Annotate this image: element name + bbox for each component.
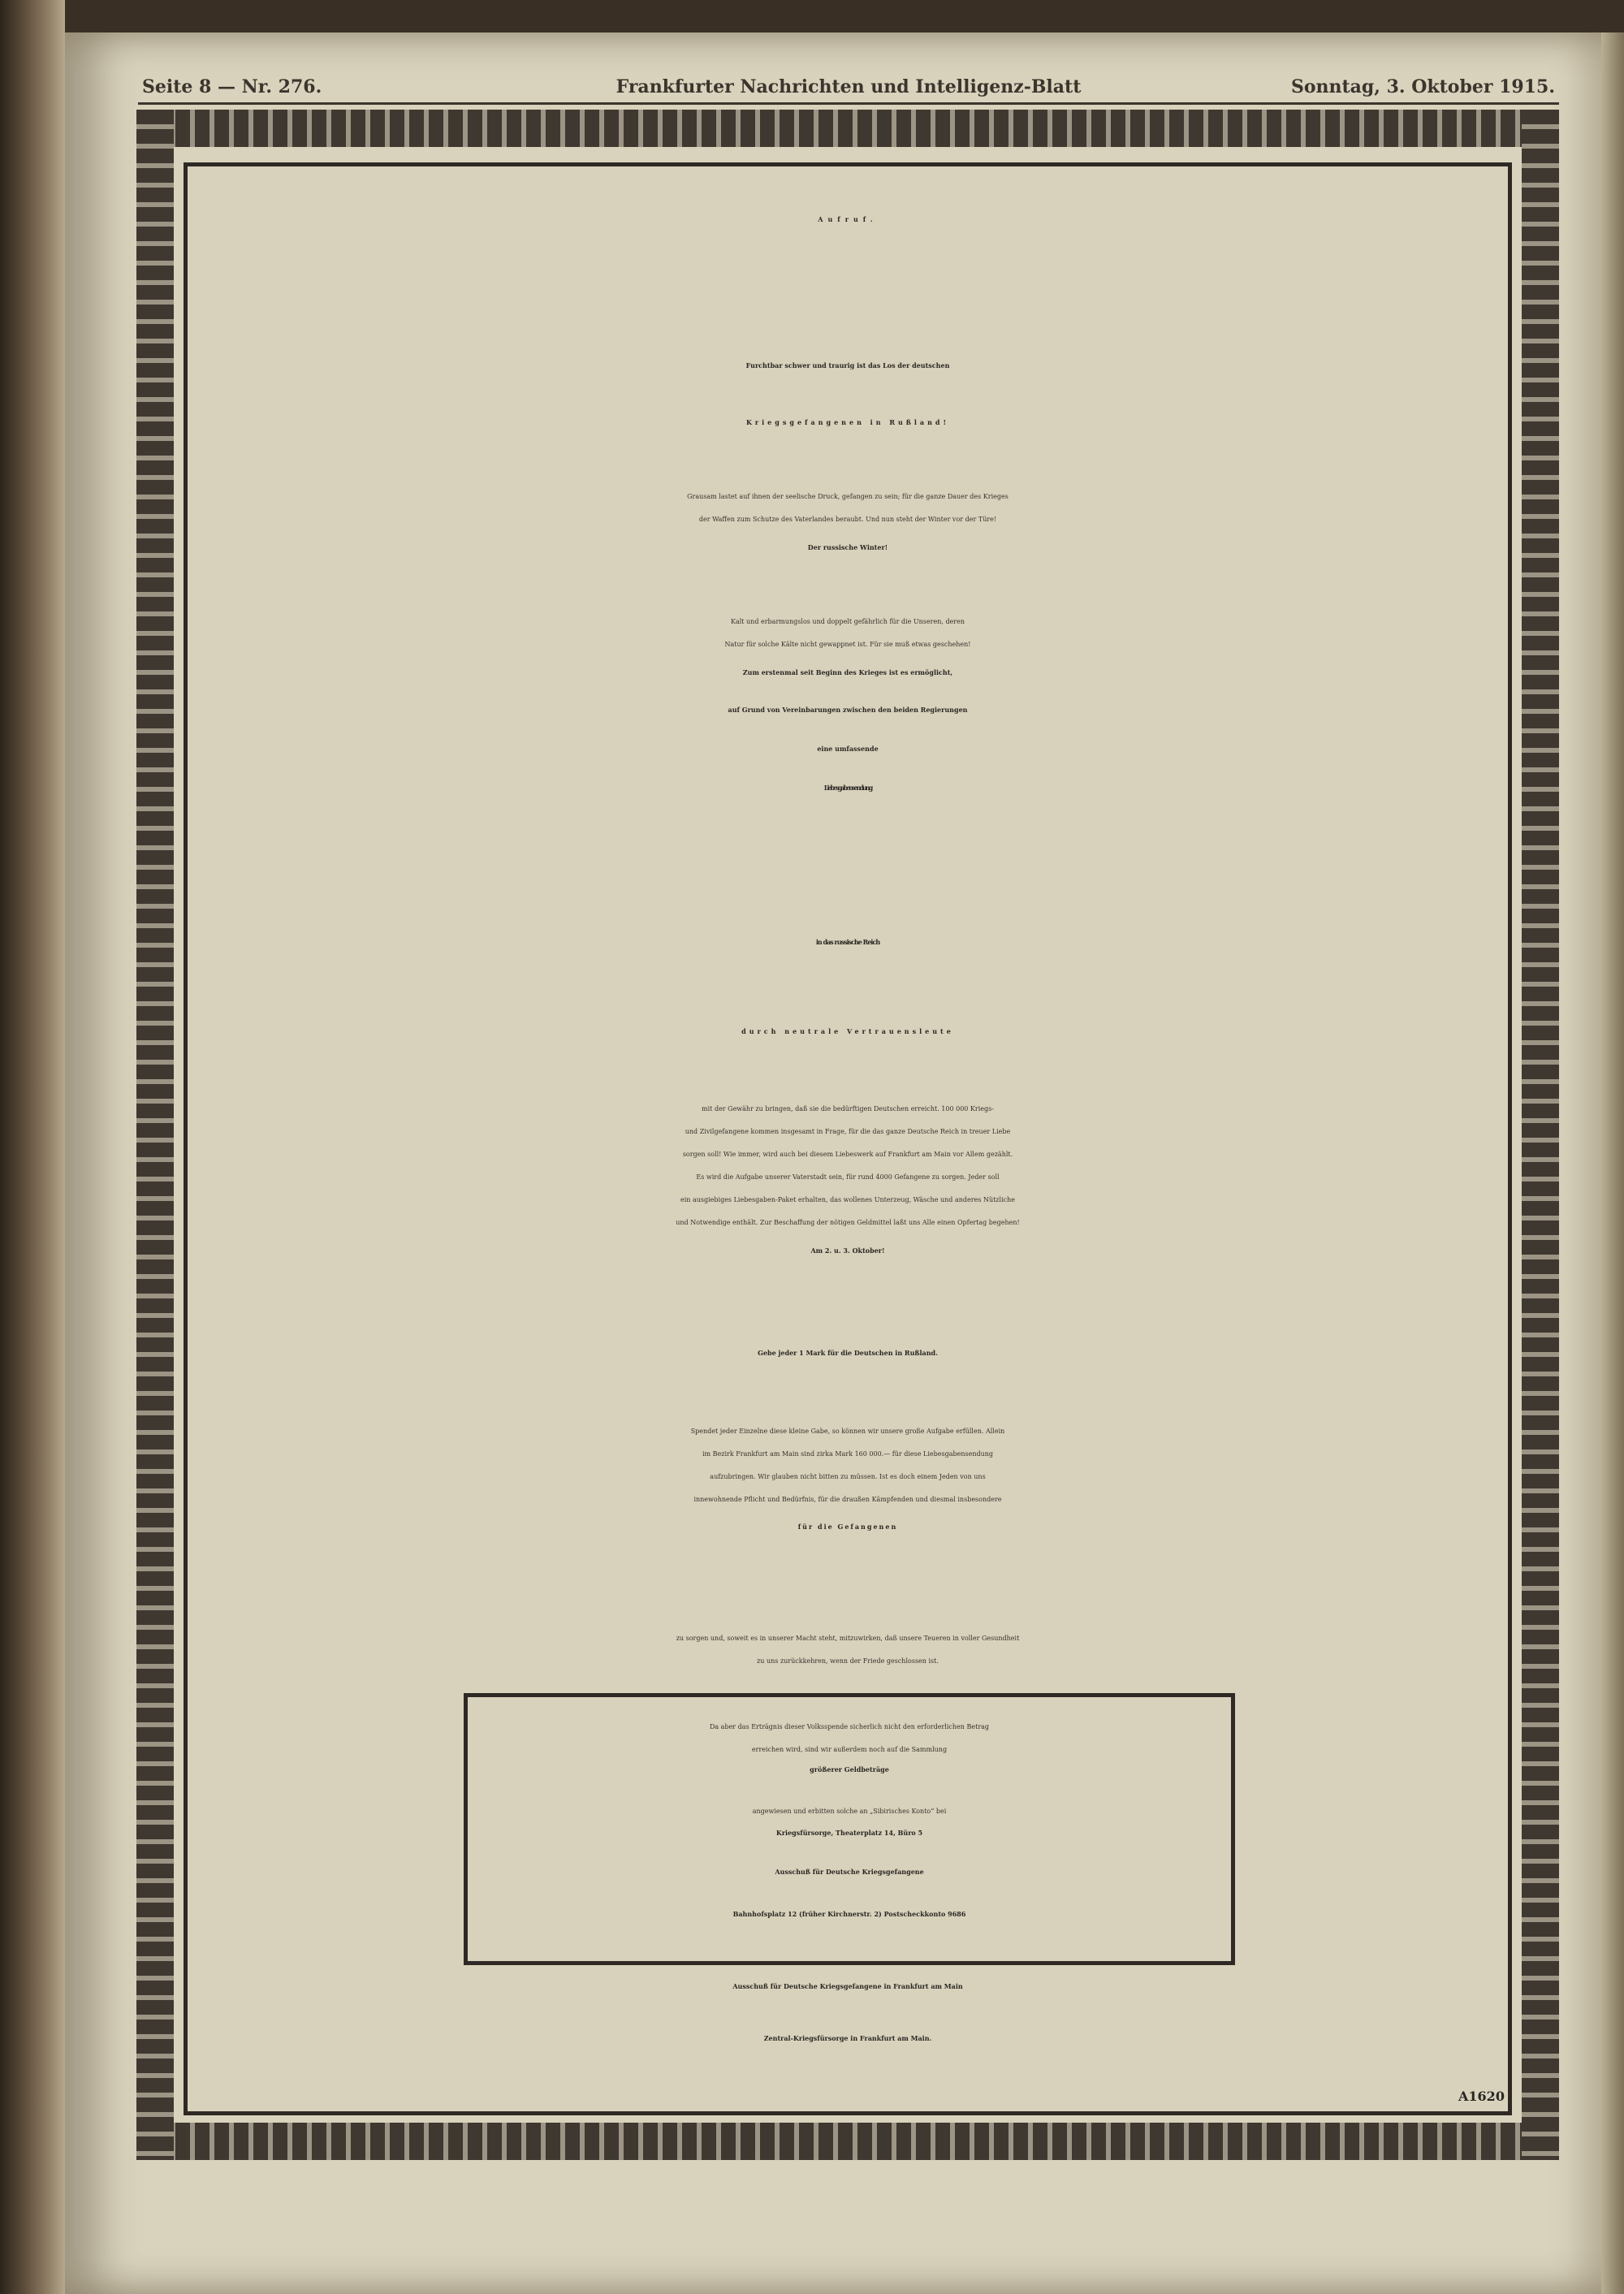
footer-line-1: Ausschuß für Deutsche Kriegsgefangene in Frankfurt am Main [732,1982,963,1990]
paragraph-3-line-5: ein ausgiebiges Liebesgaben-Paket erhalten, das wollenes Unterzeug, Wäsche und anderes Nützliche [680,1196,1016,1203]
neutral-heading: durch neutrale Vertrauensleute [741,1027,954,1035]
box-line-5: Kriegsfürsorge, Theaterplatz 14, Büro 5 [775,1829,923,1837]
headline-line-1: Furchtbar schwer und traurig ist das Los der deutschen [745,361,950,369]
page-number: Seite 8 — Nr. 276. [142,76,322,97]
intro-line-2: auf Grund von Vereinbarungen zwischen den beiden Regierungen [728,706,968,714]
advertisement-content [188,166,1508,2111]
ornamental-border-right [1522,110,1559,2160]
paragraph-3-line-6: und Notwendige enthält. Zur Beschaffung der nötigen Geldmittel laßt uns Alle einen Opfertag begehen! [676,1219,1020,1226]
paragraph-3-line-4: Es wird die Aufgabe unserer Vaterstadt sein, für rund 4000 Gefangene zu sorgen. Jeder soll [696,1173,1000,1181]
paragraph-4-line-4: innewohnende Pflicht und Bedürfnis, für die draußen Kämpfenden und diesmal insbesondere [693,1496,1002,1503]
ad-title: Aufruf. [818,215,878,223]
liebesgaben-heading: Liebesgabensendung [823,784,872,792]
reich-heading: in das russische Reich [815,938,880,946]
mark-heading: Gebe jeder 1 Mark für die Deutschen in Rußland. [758,1349,938,1357]
header-rule [138,102,1559,105]
box-line-4: angewiesen und erbitten solche an „Sibirisches Konto“ bei [752,1808,947,1815]
box-line-2: erreichen wird, sind wir außerdem noch auf die Sammlung [751,1746,948,1753]
box-line-1: Da aber das Erträgnis dieser Volksspende sicherlich nicht den erforderlichen Betrag [709,1723,990,1730]
ornamental-border-left [136,110,174,2160]
donation-box [464,1693,1235,1965]
paragraph-3-line-2: und Zivilgefangene kommen insgesamt in Frage, für die das ganze Deutsche Reich in treuer Liebe [685,1128,1011,1135]
page-edge [1601,32,1624,2294]
footer-line-2: Zentral-Kriegsfürsorge in Frankfurt am Main. [763,2034,932,2042]
intro-line-1: Zum erstenmal seit Beginn des Krieges ist es ermöglicht, [742,668,953,676]
winter-heading: Der russische Winter! [807,543,888,551]
paragraph-3-line-3: sorgen soll! Wie immer, wird auch bei diesem Liebeswerk auf Frankfurt am Main vor Allem gezählt. [682,1151,1013,1158]
paragraph-1-line-1: Grausam lastet auf ihnen der seelische Druck, gefangen zu sein; für die ganze Dauer des Krieges [687,493,1009,500]
headline-line-2: Kriegsgefangenen in Rußland! [745,418,950,426]
box-line-3: größerer Geldbeträge [810,1765,889,1773]
ad-code: A1620 [1458,2089,1505,2104]
paragraph-4-line-1: Spendet jeder Einzelne diese kleine Gabe, so können wir unsere große Aufgabe erfüllen. Allein [690,1428,1005,1435]
paragraph-2-line-1: Kalt und erbarmungslos und doppelt gefährlich für die Unseren, deren [730,618,965,625]
ornamental-border-top [136,110,1559,147]
intro-line-3: eine umfassende [817,745,879,753]
box-line-6: Ausschuß für Deutsche Kriegsgefangene [775,1868,924,1876]
paragraph-4-line-2: im Bezirk Frankfurt am Main sind zirka Mark 160 000.— für diese Liebesgabensendung [702,1450,994,1458]
ornamental-border-bottom [136,2123,1559,2160]
prisoners-heading: für die Gefangenen [797,1523,898,1531]
paragraph-1-line-2: der Waffen zum Schutze des Vaterlandes beraubt. Und nun steht der Winter vor der Türe! [698,516,997,523]
issue-date: Sonntag, 3. Oktober 1915. [1290,76,1555,97]
paragraph-5-line-1: zu sorgen und, soweit es in unserer Macht steht, mitzuwirken, daß unsere Teueren in voller Gesundheit [676,1635,1020,1642]
paragraph-3-line-1: mit der Gewähr zu bringen, daß sie die bedürftigen Deutschen erreicht. 100 000 Kriegs- [702,1105,994,1112]
newspaper-title: Frankfurter Nachrichten und Intelligenz-Blatt [615,76,1082,97]
book-binding [0,0,65,2294]
box-line-7: Bahnhofsplatz 12 (früher Kirchnerstr. 2) Postscheckkonto 9686 [732,1910,966,1918]
paragraph-2-line-2: Natur für solche Kälte nicht gewappnet ist. Für sie muß etwas geschehen! [724,641,971,648]
paragraph-4-line-3: aufzubringen. Wir glauben nicht bitten zu müssen. Ist es doch einem Jeden von uns [710,1473,986,1480]
date-heading: Am 2. u. 3. Oktober! [810,1246,885,1255]
page-header [142,73,1555,102]
paragraph-5-line-2: zu uns zurückkehren, wenn der Friede geschlossen ist. [757,1657,939,1665]
